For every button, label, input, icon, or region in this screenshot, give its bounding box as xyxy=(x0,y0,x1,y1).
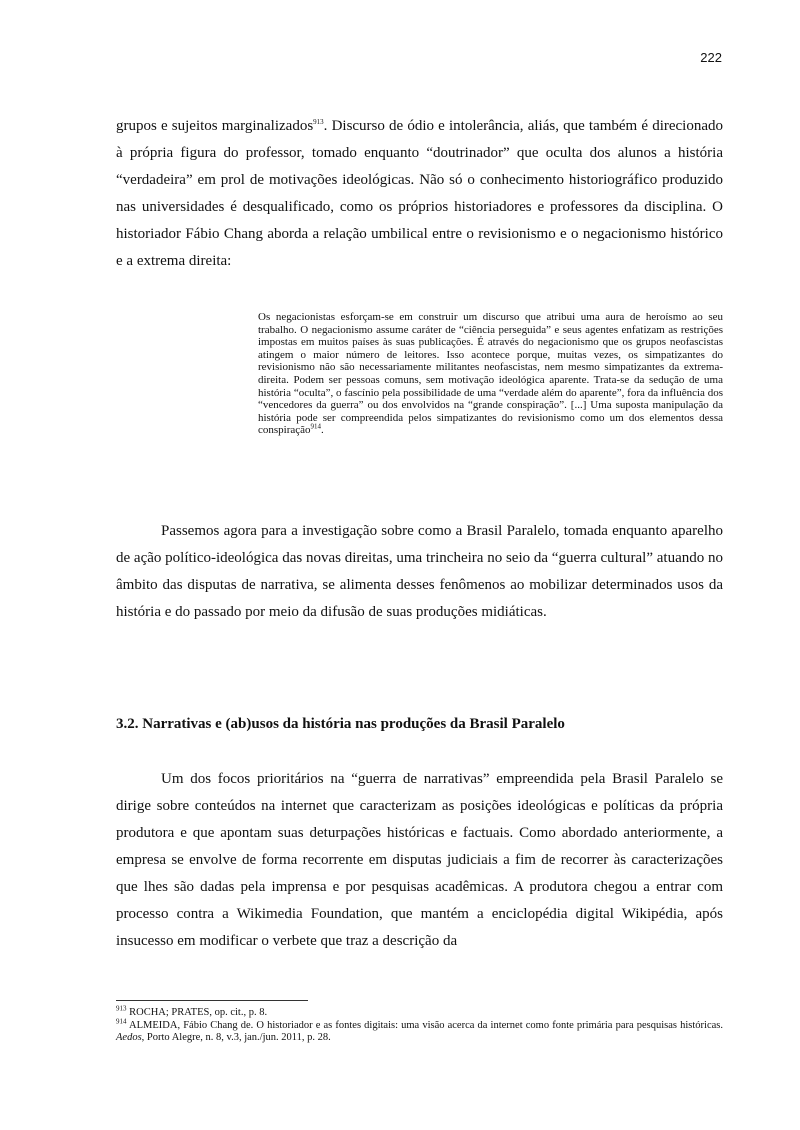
quote-text: Os negacionistas esforçam-se em construir um discurso que atribui uma aura de heroísmo ao seu trabalho. O negacionismo assume caráter de “ciência perseguida” e seus agentes enfatizam as restrições impostas em muitos países às suas publicações. É através do negacionismo que os grupos neofascistas atingem o maior número de leitores. Isso acontece porque, muitas vezes, os simpatizantes do revisionismo não são necessariamente militantes neofascistas, nem mesmo simpatizantes da extrema-direita. Podem ser pessoas comuns, sem motivação ideológica aparente. Trata-se da sedução de uma história “oculta”, o fascínio pela possibilidade de uma “verdade além do aparente”, fora da influência dos “vencedores da guerra” ou dos envolvidos na “grande conspiração”. [...] Uma suposta manipulação da história pode ser compreendida pelos simpatizantes do revisionismo como um dos elementos dessa conspiração xyxy=(258,311,723,437)
footnote-reference[interactable]: 913 xyxy=(313,118,324,126)
page-number: 222 xyxy=(700,50,722,65)
footnote-text: ALMEIDA, Fábio Chang de. O historiador e as fontes digitais: uma visão acerca da internet como fonte primária para pesquisas históricas. xyxy=(126,1019,723,1031)
footnote-text: , Porto Alegre, n. 8, v.3, jan./jun. 2011, p. 28. xyxy=(141,1032,331,1043)
block-quote xyxy=(258,311,723,437)
journal-title: Aedos xyxy=(116,1032,142,1043)
body-paragraph-3: Um dos focos prioritários na “guerra de narrativas” empreendida pela Brasil Paralelo se dirige sobre conteúdos na internet que caracterizam as posições ideológicas e políticas da própria produtora e que apontam suas deturpações históricas e factuais. Como abordado anteriormente, a empresa se envolve de forma recorrente em disputas judiciais a fim de recorrer às caracterizações que lhes são dadas pela imprensa e por pesquisas acadêmicas. A produtora chegou a entrar com processo contra a Wikimedia Foundation, que mantém a enciclopédia digital Wikipédia, após insucesso em modificar o verbete que traz a descrição da xyxy=(116,771,723,949)
footnote-913 xyxy=(116,1004,723,1020)
footnote-reference[interactable]: 914 xyxy=(310,422,322,431)
footnote-separator xyxy=(116,1000,308,1001)
section-heading: 3.2. Narrativas e (ab)usos da história nas produções da Brasil Paralelo xyxy=(116,716,565,732)
footnote-number: 913 xyxy=(116,1004,127,1013)
paragraph-text: . Discurso de ódio e intolerância, aliás, que também é direcionado à própria figura do professor, tomado enquanto “doutrinador” que oculta dos alunos a história “verdadeira” em prol de motivações ideológicas. Não só o conhecimento historiográfico produzido nas universidades é desqualificado, como os próprios historiadores e professores da disciplina. O historiador Fábio Chang aborda a relação umbilical entre o revisionismo e o negacionismo histórico e a extrema direita: xyxy=(116,118,723,269)
paragraph-text: grupos e sujeitos marginalizados xyxy=(116,118,314,134)
footnotes xyxy=(116,1004,723,1045)
footnote-914 xyxy=(116,1017,723,1045)
body-paragraph-2: Passemos agora para a investigação sobre como a Brasil Paralelo, tomada enquanto aparelho de ação político-ideológica das novas direitas, uma trincheira no seio da “guerra cultural” atuando no âmbito das disputas de narrativa, se alimenta desses fenômenos ao mobilizar determinados usos da história e do passado por meio da difusão de suas produções midiáticas. xyxy=(116,523,723,620)
footnote-text: ROCHA; PRATES, op. cit., p. 8. xyxy=(126,1007,268,1018)
quote-end: . xyxy=(321,424,324,437)
footnote-number: 914 xyxy=(116,1017,127,1025)
body-paragraph-1 xyxy=(116,113,723,275)
